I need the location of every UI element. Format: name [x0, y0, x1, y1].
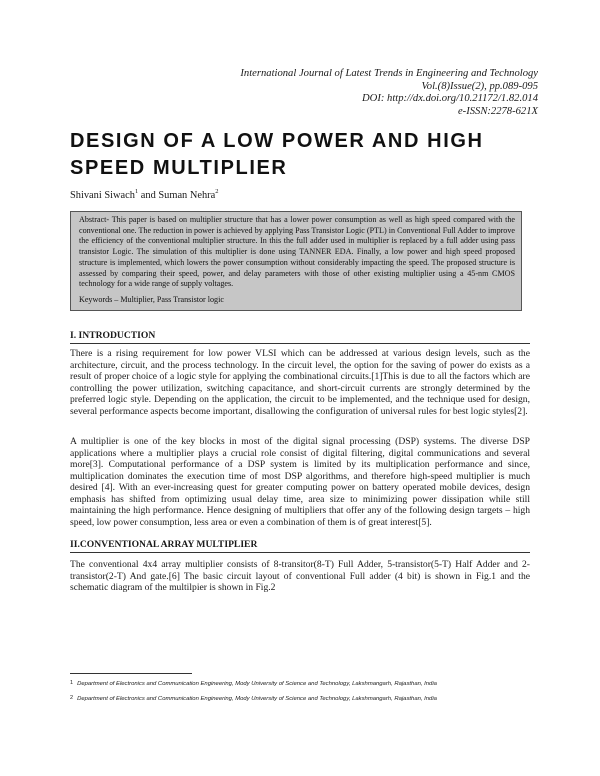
author-conjunction: and [138, 190, 159, 201]
conventional-paragraph: The conventional 4x4 array multiplier consists of 8-transitor(8-T) Full Adder, 5-transistor(5-T) Half Adder and 2-transistor(2-T) And gate.[6] The basic circuit layout of conventional Full adder (4 bit) is shown in Fig.1 and the schematic diagram of the multilpier is shown in Fig.2 [70, 559, 530, 593]
abstract-box [70, 211, 522, 311]
author-affiliation-mark: 2 [215, 188, 219, 195]
intro-paragraph-2: A multiplier is one of the key blocks in most of the digital signal processing (DSP) systems. The diverse DSP applications where a multiplier plays a crucial role consist of digital filtering, digital communications and several more[3]. Computational performance of a DSP system is limited by its multiplication performance and since, multiplication dominates the execution time of most DSP algorithms, and therefore high-speed multiplier is much desired [4]. With an ever-increasing quest for greater computing power on battery operated mobile devices, design emphasis has shifted from optimizing usual delay time, area size to minimizing power dissipation while still maintaining the high performance. Hence designing of multipliers that offer any of the following design targets – high speed, low power consumption, less area or even a combination of them is of great interest[5]. [70, 436, 530, 528]
author-name: Suman Nehra [158, 190, 216, 201]
author-line [70, 190, 219, 201]
section-heading-conventional: II.CONVENTIONAL ARRAY MULTIPLIER [70, 539, 258, 550]
footnote-number: 1 [70, 680, 74, 686]
section-heading-introduction: I. INTRODUCTION [70, 330, 156, 341]
abstract-text: Abstract- This paper is based on multiplier structure that has a lower power consumption as well as high speed compared with the conventional one. The reduction in power is achieved by applying Pass Transistor Logic (PTL) in Conventional Full Adder to improve the efficiency of the conventional multiplier structure. In this the full adder used in multiplier is replaced by a full adder using pass transistor Logic. The simulation of this multiplier is done using TANNER EDA. Finally, a low power and high speed proposed structure is implemented, which lowers the power consumption without considerably impacting the speed. The proposed structure is assessed by comparing their speed, power, and delay parameters with those of other existing multiplier using a 45-nm CMOS technology for a wide range of supply voltages. [79, 215, 515, 289]
intro-paragraph-1: There is a rising requirement for low power VLSI which can be addressed at various design levels, such as the architecture, circuit, and the process technology. In the circuit level, the option for the saving of power do exists as a result of proper choice of a logic style for applying the combinational circuits.[1]This is due to all the factors which are controlling the power utilization, switching capacitance, and short-circuit currents are strongly determined by the preferred logic style. Depending on the application, the circuit to be implemented, and the technique used for design, several performance aspects become important, disallowing the configuration of universal rules for best logic styles[2]. [70, 348, 530, 417]
section-rule [70, 343, 530, 344]
journal-issn: e-ISSN:2278-621X [457, 105, 538, 117]
journal-header [150, 68, 538, 118]
footnote [70, 681, 540, 687]
footnote-number: 2 [70, 695, 74, 701]
journal-name: International Journal of Latest Trends in Engineering and Technology [240, 68, 538, 79]
author-affiliation-mark: 1 [134, 188, 139, 195]
section-rule [70, 552, 530, 553]
footnote-text: Department of Electronics and Communication Engineering, Mody University of Science and Technology, Lakshmangarh, Rajasthan, India [77, 696, 437, 702]
footnote [70, 696, 540, 702]
keywords: Keywords – Multiplier, Pass Transistor logic [79, 294, 224, 304]
journal-volume: Vol.(8)Issue(2), pp.089-095 [421, 80, 538, 92]
footnote-text: Department of Electronics and Communication Engineering, Mody University of Science and Technology, Lakshmangarh, Rajasthan, India [77, 681, 437, 687]
footnote-rule [70, 673, 192, 674]
author-name: Shivani Siwach [70, 190, 135, 201]
paper-title: DESIGN OF A LOW POWER AND HIGH SPEED MULTIPLIER [70, 130, 484, 179]
journal-doi: DOI: http://dx.doi.org/10.21172/1.82.014 [362, 93, 538, 105]
